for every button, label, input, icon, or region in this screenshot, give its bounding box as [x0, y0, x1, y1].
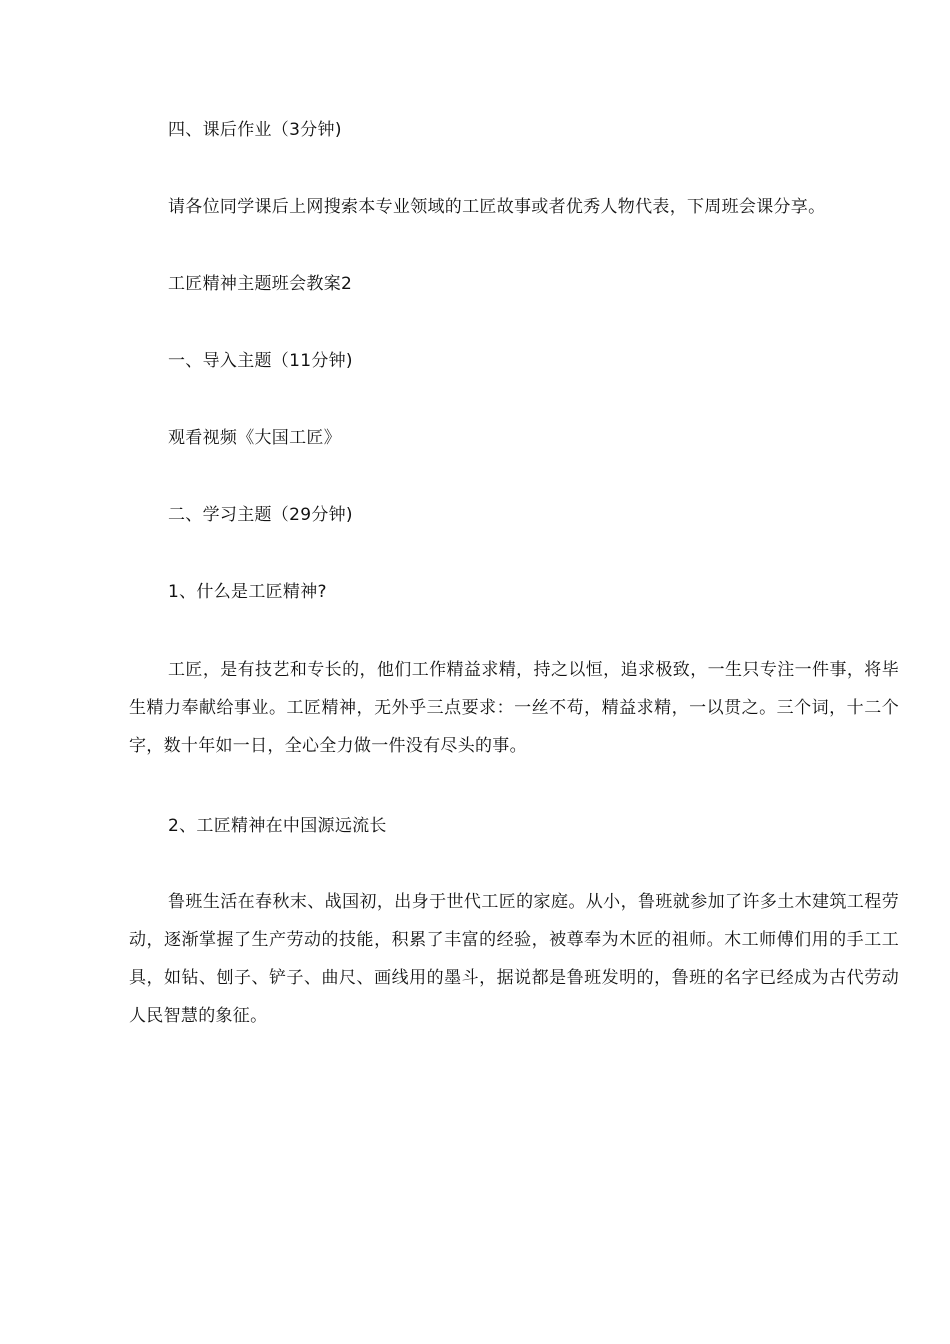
q1-paragraph: 工匠，是有技艺和专长的，他们工作精益求精，持之以恒，追求极致，一生只专注一件事，将毕生精力奉献给事业。工匠精神，无外乎三点要求：一丝不苟，精益求精，一以贯之。三个词，十二个字，数十年如一日，全心全力做一件没有尽头的事。 — [129, 660, 899, 756]
q2-paragraph: 鲁班生活在春秋末、战国初，出身于世代工匠的家庭。从小，鲁班就参加了许多土木建筑工程劳动，逐渐掌握了生产劳动的技能，积累了丰富的经验，被尊奉为木匠的祖师。木工师傅们用的手工工具，如钻、刨子、铲子、曲尺、画线用的墨斗，据说都是鲁班发明的，鲁班的名字已经成为古代劳动人民智慧的象征。 — [129, 892, 899, 1026]
section1-heading: 一、导入主题（11分钟) — [168, 351, 353, 371]
homework-heading: 四、课后作业（3分钟) — [168, 120, 342, 140]
lesson-title: 工匠精神主题班会教案2 — [168, 274, 353, 294]
q1-heading: 1、什么是工匠精神? — [168, 582, 327, 602]
q2-heading: 2、工匠精神在中国源远流长 — [168, 816, 387, 836]
homework-text: 请各位同学课后上网搜索本专业领域的工匠故事或者优秀人物代表，下周班会课分享。 — [168, 197, 826, 217]
section2-heading: 二、学习主题（29分钟) — [168, 505, 353, 525]
section1-text: 观看视频《大国工匠》 — [168, 428, 341, 448]
